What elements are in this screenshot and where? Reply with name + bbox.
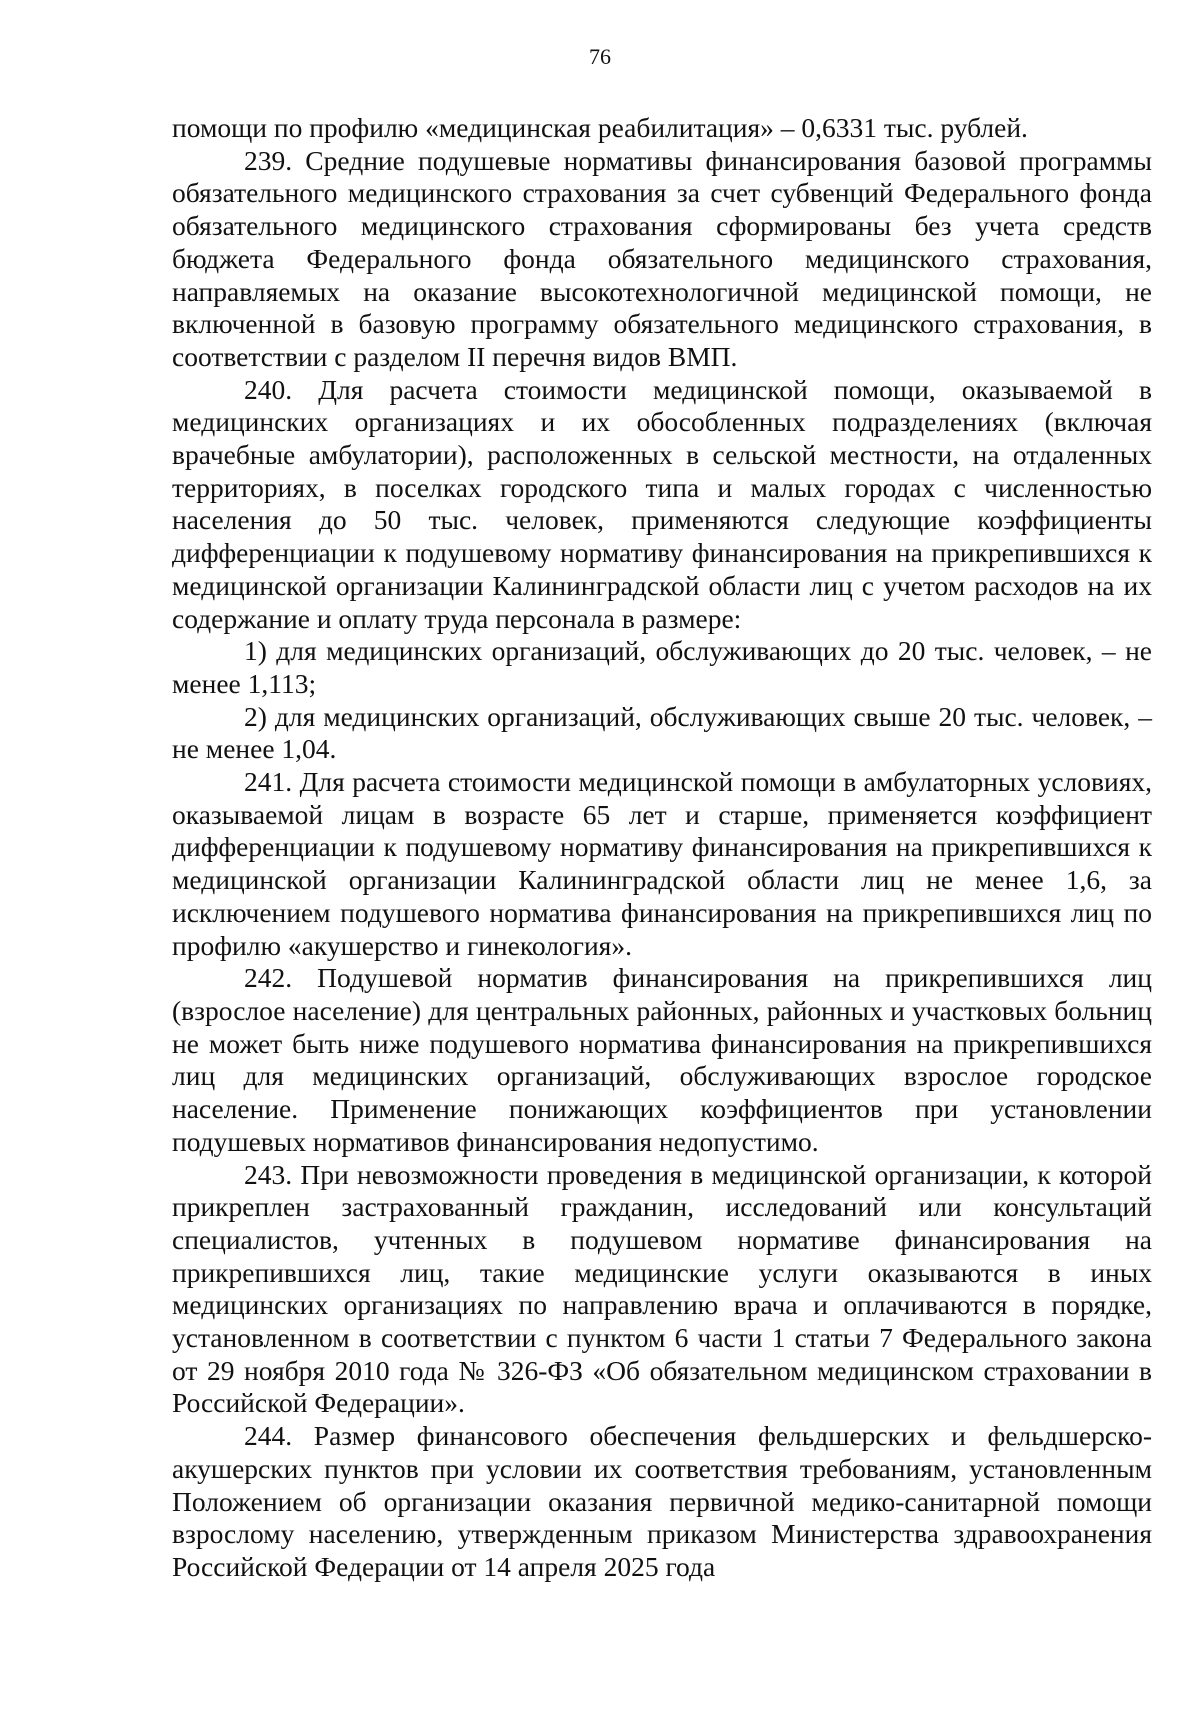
paragraph-continuation: помощи по профилю «медицинская реабилитация» – 0,6331 тыс. рублей. <box>172 112 1028 143</box>
paragraph-241: 241. Для расчета стоимости медицинской помощи в амбулаторных условиях, оказываемой лицам в возрасте 65 лет и старше, применяется коэффициент дифференциации к подушевому нормативу финансирования на прикрепившихся к медицинской организации Калининградской области лиц не менее 1,6, за исключением подушевого норматива финансирования на прикрепившихся лиц по профилю «акушерство и гинекология». <box>172 766 1152 961</box>
paragraph-242: 242. Подушевой норматив финансирования на прикрепившихся лиц (взрослое население) для центральных районных, районных и участковых больниц не может быть ниже подушевого норматива финансирования на прикрепившихся лиц для медицинских организаций, обслуживающих взрослое городское население. Применение понижающих коэффициентов при установлении подушевых нормативов финансирования недопустимо. <box>172 962 1152 1157</box>
paragraph-239: 239. Средние подушевые нормативы финансирования базовой программы обязательного медицинского страхования за счет субвенций Федерального фонда обязательного медицинского страхования сформированы без учета средств бюджета Федерального фонда обязательного медицинского страхования, направляемых на оказание высокотехнологичной медицинской помощи, не включенной в базовую программу обязательного медицинского страхования, в соответствии с разделом II перечня видов ВМП. <box>172 144 1152 372</box>
document-body <box>172 112 1152 1584</box>
paragraph-240: 240. Для расчета стоимости медицинской помощи, оказываемой в медицинских организациях и их обособленных подразделениях (включая врачебные амбулатории), расположенных в сельской местности, на отдаленных территориях, в поселках городского типа и малых городах с численностью населения до 50 тыс. человек, применяются следующие коэффициенты дифференциации к подушевому нормативу финансирования на прикрепившихся к медицинской организации Калининградской области лиц с учетом расходов на их содержание и оплату труда персонала в размере: <box>172 373 1152 634</box>
paragraph-244: 244. Размер финансового обеспечения фельдшерских и фельдшерско-акушерских пунктов при условии их соответствия требованиям, установленным Положением об организации оказания первичной медико-санитарной помощи взрослому населению, утвержденным приказом Министерства здравоохранения Российской Федерации от 14 апреля 2025 года <box>172 1420 1152 1582</box>
page-number: 76 <box>589 44 611 69</box>
paragraph-243: 243. При невозможности проведения в медицинской организации, к которой прикреплен застрахованный гражданин, исследований или консультаций специалистов, учтенных в подушевом нормативе финансирования на прикрепившихся лиц, такие медицинские услуги оказываются в иных медицинских организациях по направлению врача и оплачиваются в порядке, установленном в соответствии с пунктом 6 части 1 статьи 7 Федерального закона от 29 ноября 2010 года № 326-ФЗ «Об обязательном медицинском страховании в Российской Федерации». <box>172 1158 1152 1419</box>
paragraph-240-item-2: 2) для медицинских организаций, обслуживающих свыше 20 тыс. человек, – не менее 1,04. <box>172 700 1152 765</box>
paragraph-240-item-1: 1) для медицинских организаций, обслуживающих до 20 тыс. человек, – не менее 1,113; <box>172 635 1152 699</box>
